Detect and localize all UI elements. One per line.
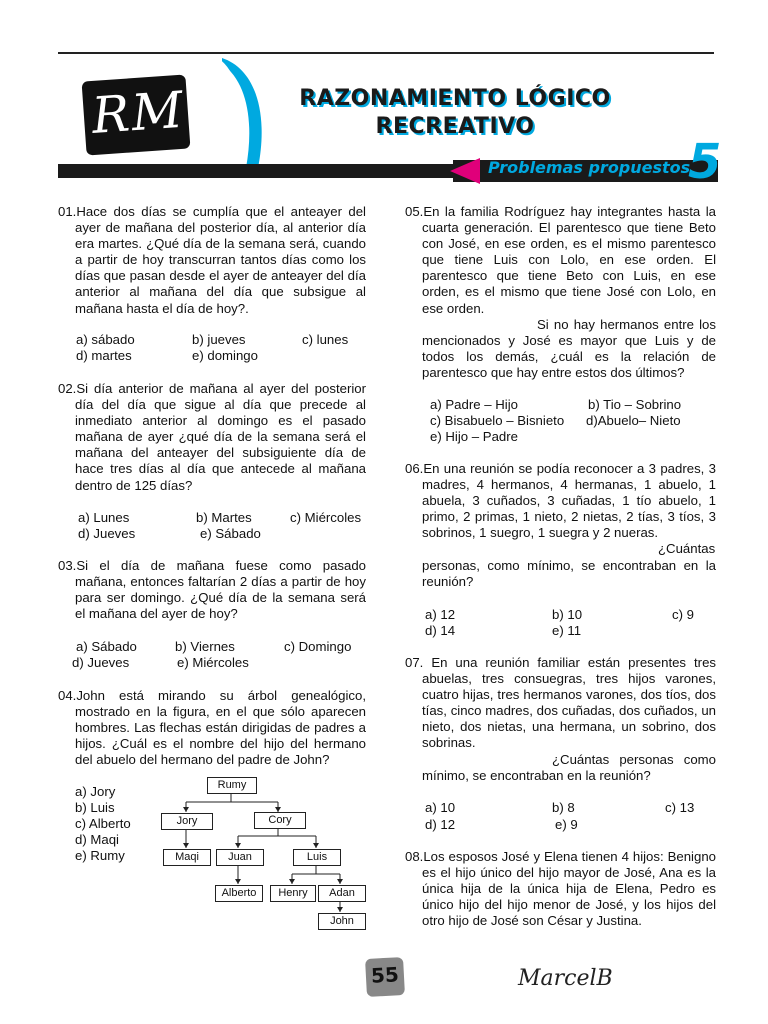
question-01-text: 01.Hace dos días se cumplía que el anteayer del ayer de mañana del posterior día, al anterior día era martes. ¿Qué día de la semana será, cuando a partir de hoy transcurran tantos días como los días que pasan desde el ayer de anteayer del día anterior al mañana del día que subsigue al mañana hasta el día de hoy?. — [58, 204, 366, 316]
q01-option-c: c) lunes — [302, 332, 349, 347]
q03-option-b: b) Viernes — [175, 639, 235, 654]
q04-option-d: d) Maqi — [75, 832, 119, 847]
author-signature: MarcelB — [518, 966, 613, 991]
q07-option-e: e) 9 — [555, 817, 578, 832]
question-07 — [405, 655, 716, 784]
q05-option-c: c) Bisabuelo – Bisnieto — [430, 413, 565, 428]
question-06-text-b: ¿Cuántas personas, como mínimo, se encontraban en la reunión? — [422, 541, 716, 589]
logo-text: RM — [89, 80, 187, 146]
question-07-text-b: ¿Cuántas personas como mínimo, se encontraban en la reunión? — [422, 751, 716, 783]
q06-option-c: c) 9 — [672, 607, 694, 622]
tree-node-adan: Adan — [318, 885, 366, 902]
question-03-text: 03.Si el día de mañana fuese como pasado mañana, entonces faltarían 2 días a partir de hoy para ser domingo. ¿Qué día de la semana será el mañana del ayer de hoy? — [58, 558, 366, 622]
title-line-1: RAZONAMIENTO LÓGICO — [299, 86, 611, 111]
q06-option-e: e) 11 — [552, 623, 582, 638]
q04-option-a: a) Jory — [75, 784, 116, 799]
question-06 — [405, 461, 716, 590]
q01-option-d: d) martes — [76, 348, 132, 363]
tree-node-maqi: Maqi — [163, 849, 211, 866]
question-05 — [405, 204, 716, 381]
q07-option-d: d) 12 — [425, 817, 456, 832]
question-08 — [405, 849, 716, 929]
q05-option-d: d)Abuelo– Nieto — [586, 413, 681, 428]
q07-option-a: a) 10 — [425, 800, 456, 815]
q01-option-e: e) domingo — [192, 348, 258, 363]
section-number: 5 — [688, 134, 722, 190]
q03-option-c: c) Domingo — [284, 639, 352, 654]
q07-option-c: c) 13 — [665, 800, 695, 815]
question-04-text: 04.John está mirando su árbol genealógico, mostrado en la figura, en el que sólo aparecen hombres. Las flechas están dirigidas de padres a hijos. ¿Cuál es el nombre del hijo del hermano del abuelo del hermano del padre de John? — [58, 688, 366, 768]
question-08-text: 08.Los esposos José y Elena tienen 4 hijos: Benigno es el hijo único del hijo mayor de José, Ana es la única hija de la única hija de Elena, Pedro es único hijo del hijo menor de José, y los hijos del otro hijo de José son César y Justina. — [405, 849, 716, 929]
q01-option-a: a) sábado — [76, 332, 135, 347]
tree-node-juan: Juan — [216, 849, 264, 866]
tree-node-henry: Henry — [270, 885, 316, 902]
q02-option-d: d) Jueves — [78, 526, 136, 541]
tree-node-luis: Luis — [293, 849, 341, 866]
tree-node-alberto: Alberto — [215, 885, 263, 902]
q04-option-b: b) Luis — [75, 800, 115, 815]
question-02-text: 02.Si día anterior de mañana al ayer del posterior día del día que sigue al día que precede al inmediato anterior al domingo es el pasado mañana de ayer ¿qué día de la semana será el mañana del anteayer del subsiguiente día de hace tres días al día que antecede al mañana dentro de 125 días? — [58, 381, 366, 493]
q07-option-b: b) 8 — [552, 800, 575, 815]
q01-option-b: b) jueves — [192, 332, 246, 347]
page-number: 55 — [370, 962, 400, 988]
question-05-text-b: Si no hay hermanos entre los mencionados y José es mayor que Luis y de todos los demás, ¿cuál es la relación de parentesco que hay entre estos dos últimos? — [422, 316, 716, 380]
q03-option-a: a) Sábado — [76, 639, 137, 654]
q06-option-d: d) 14 — [425, 623, 456, 638]
tree-node-rumy: Rumy — [207, 777, 257, 794]
question-07-text-a: 07. En una reunión familiar están presentes tres abuelas, tres consuegras, tres hijos varones, cuatro hijas, tres hermanos varones, dos tíos, dos tías, cinco madres, dos cuñadas, dos cuñados, un nieto, dos nietas, una hermana, un sobrino, dos sobrinas. — [405, 655, 716, 751]
q06-option-b: b) 10 — [552, 607, 583, 622]
title-line-2: RECREATIVO — [375, 114, 535, 139]
q03-option-d: d) Jueves — [72, 655, 130, 670]
q03-option-e: e) Miércoles — [177, 655, 249, 670]
tree-node-jory: Jory — [161, 813, 213, 830]
question-05-text-a: 05.En la familia Rodríguez hay integrantes hasta la cuarta generación. El parentesco que tiene Beto con José, en ese orden, es el mismo parentesco que tiene Luis con Lolo, en ese orden. El parentesco que tiene Beto con Luis, en ese orden, es el mismo que tiene José con Lolo, en ese orden. — [405, 204, 716, 316]
section-label: Problemas propuestos — [488, 158, 691, 177]
q04-option-c: c) Alberto — [75, 816, 131, 831]
question-06-text-a: 06.En una reunión se podía reconocer a 3 padres, 3 madres, 4 hermanos, 4 hermanas, 1 abuelo, 1 abuela, 3 cuñados, 3 cuñadas, 1 tío abuelo, 1 primo, 2 primas, 1 nieto, 2 nietas, 2 tías, 3 tíos, 3 sobrinos, 1 suegro, 1 suegra y 2 nueras. — [405, 461, 716, 541]
tree-node-john: John — [318, 913, 366, 930]
q02-option-a: a) Lunes — [78, 510, 130, 525]
q02-option-c: c) Miércoles — [290, 510, 362, 525]
q06-option-a: a) 12 — [425, 607, 456, 622]
q05-option-e: e) Hijo – Padre — [430, 429, 518, 444]
q02-option-e: e) Sábado — [200, 526, 261, 541]
page-number-badge — [365, 957, 405, 997]
q02-option-b: b) Martes — [196, 510, 252, 525]
q04-option-e: e) Rumy — [75, 848, 125, 863]
tree-node-cory: Cory — [254, 812, 306, 829]
q05-option-b: b) Tio – Sobrino — [588, 397, 682, 412]
q05-option-a: a) Padre – Hijo — [430, 397, 518, 412]
